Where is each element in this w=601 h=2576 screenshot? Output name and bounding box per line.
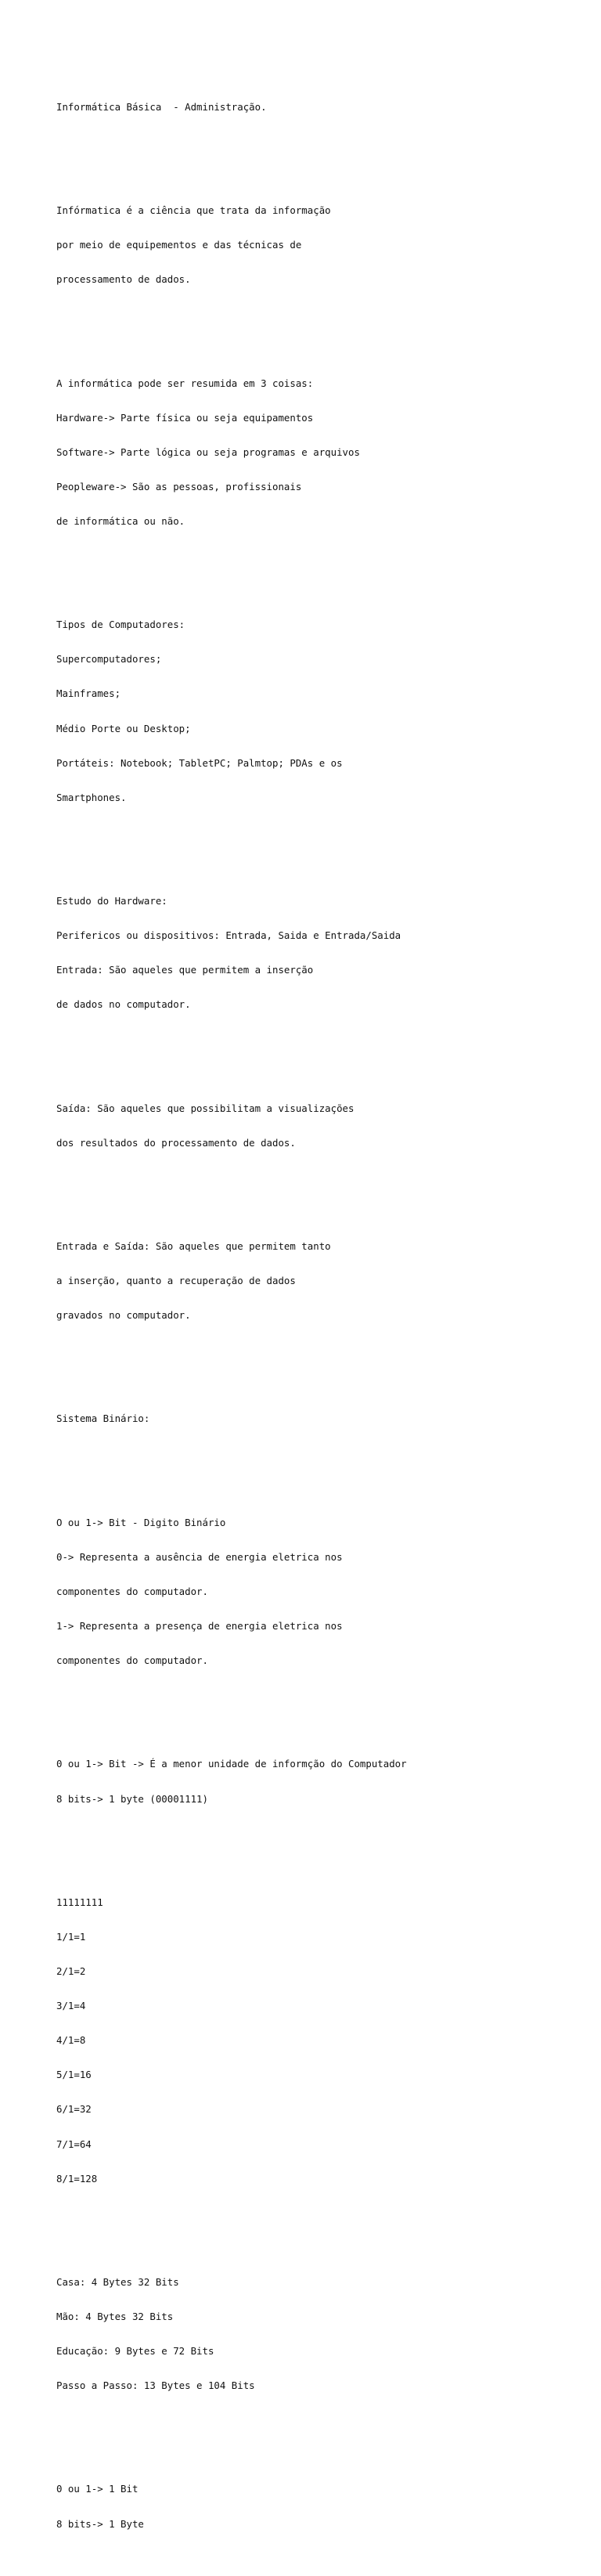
text-line: por meio de equipementos e das técnicas de — [56, 239, 302, 251]
text-line: Casa: 4 Bytes 32 Bits — [56, 2275, 179, 2288]
text-line: Estudo do Hardware: — [56, 895, 167, 907]
text-line: Hardware-> Parte física ou seja equipamentos — [56, 411, 314, 424]
bit-definition-paragraph — [56, 1494, 573, 1690]
text-line: 0 ou 1-> 1 Bit — [56, 2483, 139, 2495]
text-line: 8 bits-> 1 byte (00001111) — [56, 1792, 208, 1805]
output-paragraph — [56, 1080, 573, 1172]
word-size-examples-paragraph — [56, 2253, 573, 2415]
text-line: 1/1=1 — [56, 1930, 86, 1943]
text-line: 3/1=4 — [56, 2000, 86, 2012]
text-line: de dados no computador. — [56, 998, 191, 1011]
text-line: dos resultados do processamento de dados. — [56, 1136, 296, 1149]
text-line: 0-> Representa a ausência de energia eletrica nos — [56, 1550, 343, 1563]
text-line: componentes do computador. — [56, 1654, 208, 1667]
text-line: Passo a Passo: 13 Bytes e 104 Bits — [56, 2379, 255, 2392]
text-line: 4/1=8 — [56, 2034, 86, 2047]
text-line: gravados no computador. — [56, 1309, 191, 1322]
text-line: Educação: 9 Bytes e 72 Bits — [56, 2345, 214, 2358]
computer-types-paragraph — [56, 597, 573, 827]
text-line: 8/1=128 — [56, 2172, 98, 2185]
closing-paragraph — [56, 2461, 573, 2553]
text-line: Portáteis: Notebook; TabletPC; Palmtop; PDAs e os — [56, 756, 343, 769]
text-line: 7/1=64 — [56, 2138, 92, 2150]
text-line: A informática pode ser resumida em 3 coisas: — [56, 377, 314, 389]
text-line: Supercomputadores; — [56, 653, 162, 666]
text-line: Saída: São aqueles que possibilitam a visualizações — [56, 1102, 354, 1114]
text-line: Perifericos ou dispositivos: Entrada, Saida e Entrada/Saida — [56, 929, 401, 942]
text-line: Médio Porte ou Desktop; — [56, 722, 191, 734]
text-line: Entrada: São aqueles que permitem a inserção — [56, 964, 314, 976]
text-line: 1-> Representa a presença de energia eletrica nos — [56, 1620, 343, 1633]
hardware-study-paragraph — [56, 873, 573, 1034]
doc-title: Informática Básica - Administração. — [56, 100, 267, 113]
section-heading: Sistema Binário: — [56, 1412, 150, 1425]
text-line: 5/1=16 — [56, 2069, 92, 2081]
binary-system-heading-paragraph — [56, 1391, 573, 1449]
text-line: Smartphones. — [56, 791, 127, 803]
bit-byte-paragraph — [56, 1736, 573, 1828]
doc-title-paragraph — [56, 78, 573, 136]
text-line: Mão: 4 Bytes 32 Bits — [56, 2310, 174, 2322]
text-line: processamento de dados. — [56, 273, 191, 286]
text-line: Infórmatica é a ciência que trata da informação — [56, 204, 331, 217]
text-line: 0 ou 1-> Bit -> É a menor unidade de informção do Computador — [56, 1758, 407, 1770]
binary-powers-paragraph — [56, 1874, 573, 2207]
definition-paragraph — [56, 182, 573, 309]
text-line: Software-> Parte lógica ou seja programas e arquivos — [56, 446, 360, 458]
text-line: 8 bits-> 1 Byte — [56, 2517, 144, 2530]
text-line: 11111111 — [56, 1896, 103, 1908]
text-line: Entrada e Saída: São aqueles que permitem tanto — [56, 1240, 331, 1252]
text-line: O ou 1-> Bit - Digito Binário — [56, 1516, 226, 1528]
text-line: Tipos de Computadores: — [56, 619, 185, 631]
text-line: Peopleware-> São as pessoas, profissionais — [56, 480, 302, 492]
document-page — [56, 56, 573, 2576]
text-line: a inserção, quanto a recuperação de dados — [56, 1275, 296, 1287]
text-line: 2/1=2 — [56, 1965, 86, 1978]
input-output-paragraph — [56, 1218, 573, 1345]
text-line: Mainframes; — [56, 687, 121, 700]
text-line: 6/1=32 — [56, 2103, 92, 2116]
text-line: componentes do computador. — [56, 1585, 208, 1597]
summary-paragraph — [56, 355, 573, 550]
text-line: de informática ou não. — [56, 514, 185, 527]
